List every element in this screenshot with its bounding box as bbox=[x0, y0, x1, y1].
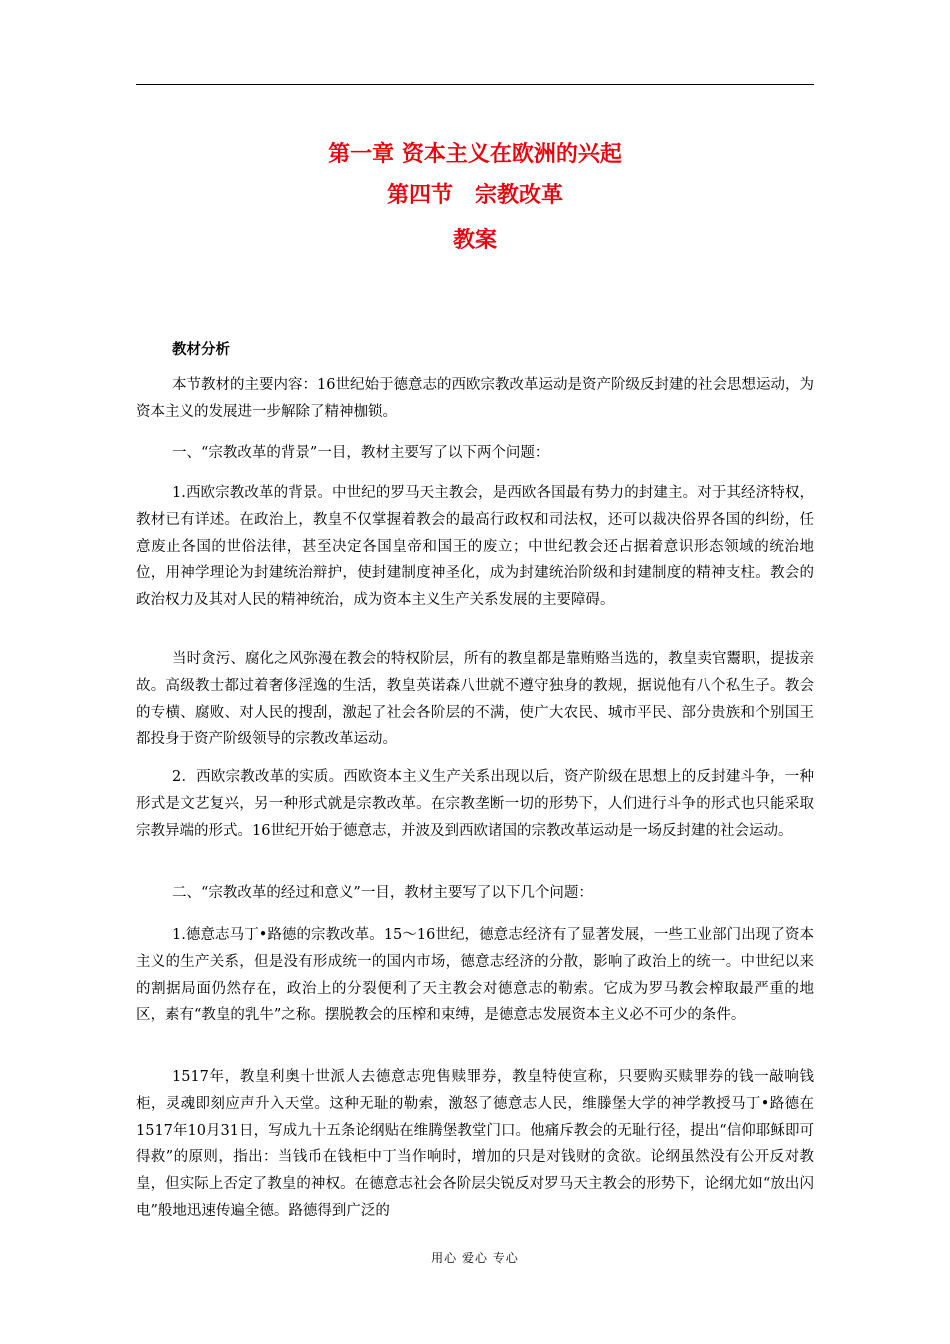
section-heading: 教材分析 bbox=[172, 342, 230, 358]
document-type-title: 教案 bbox=[452, 228, 497, 253]
paragraph-1517: 1517年，教皇利奥十世派人去德意志兜售赎罪券，教皇特使宣称，只要购买赎罪券的钱一敲响钱柜，灵魂即刻应声升入天堂。这种无耻的勒索，激怒了德意志人民，维滕堡大学的神学教授马丁•路德在1517年10月31日，写成九十五条论纲贴在维腾堡教堂门口。他痛斥教会的无耻行径，提出“信仰耶稣即可得救”的原则，指出：当钱币在钱柜中丁当作响时，增加的只是对钱财的贪欲。论纲虽然没有公开反对教皇，但实际上否定了教皇的神权。在德意志社会各阶层尖锐反对罗马天主教会的形势下，论纲尤如“放出闪电”般地迅速传遍全德。路德得到广泛的 bbox=[136, 1069, 814, 1219]
paragraph-intro: 本节教材的主要内容：16世纪始于德意志的西欧宗教改革运动是资产阶级反封建的社会思想运动，为资本主义的发展进一步解除了精神枷锁。 bbox=[136, 377, 814, 420]
paragraph-background: 1.西欧宗教改革的背景。中世纪的罗马天主教会，是西欧各国最有势力的封建主。对于其经济特权，教材已有详述。在政治上，教皇不仅掌握着教会的最高行政权和司法权，还可以裁决俗界各国的纠纷，任意废止各国的世俗法律，甚至决定各国皇帝和国王的废立；中世纪教会还占据着意识形态领域的统治地位，用神学理论为封建统治辩护，使封建制度神圣化，成为封建统治阶级和封建制度的精神支柱。教会的政治权力及其对人民的精神统治，成为资本主义生产关系发展的主要障碍。 bbox=[136, 485, 814, 609]
paragraph-corruption: 当时贪污、腐化之风弥漫在教会的特权阶层，所有的教皇都是靠贿赂当选的，教皇卖官鬻职，提拔亲故。高级教士都过着奢侈淫逸的生活，教皇英诺森八世就不遵守独身的教规，据说他有八个私生子。教会的专横、腐败、对人民的搜刮，激起了社会各阶层的不满，使广大农民、城市平民、部分贵族和个别国王都投身于资产阶级领导的宗教改革运动。 bbox=[136, 651, 814, 748]
paragraph-essence: 2．西欧宗教改革的实质。西欧资本主义生产关系出现以后，资产阶级在思想上的反封建斗争，一种形式是文艺复兴，另一种形式就是宗教改革。在宗教垄断一切的形势下，人们进行斗争的形式也只能采取宗教异端的形式。16世纪开始于德意志，并波及到西欧诸国的宗教改革运动是一场反封建的社会运动。 bbox=[136, 769, 814, 839]
section-title: 第四节 宗教改革 bbox=[386, 183, 563, 208]
paragraph-part-one-header: 一、“宗教改革的背景”一目，教材主要写了以下两个问题： bbox=[172, 445, 550, 461]
chapter-title: 第一章 资本主义在欧洲的兴起 bbox=[328, 142, 622, 167]
paragraph-part-two-header: 二、“宗教改革的经过和意义”一目，教材主要写了以下几个问题： bbox=[172, 885, 593, 901]
header-rule bbox=[136, 84, 814, 85]
page-footer: 用心 爱心 专心 bbox=[431, 1251, 519, 1265]
paragraph-luther-reform: 1.德意志马丁•路德的宗教改革。15～16世纪，德意志经济有了显著发展，一些工业部门出现了资本主义的生产关系，但是没有形成统一的国内市场，德意志经济的分散，影响了政治上的统一。中世纪以来的割据局面仍然存在，政治上的分裂便利了天主教会对德意志的勒索。它成为罗马教会榨取最严重的地区，素有“教皇的乳牛”之称。摆脱教会的压榨和束缚，是德意志发展资本主义必不可少的条件。 bbox=[136, 927, 814, 1024]
